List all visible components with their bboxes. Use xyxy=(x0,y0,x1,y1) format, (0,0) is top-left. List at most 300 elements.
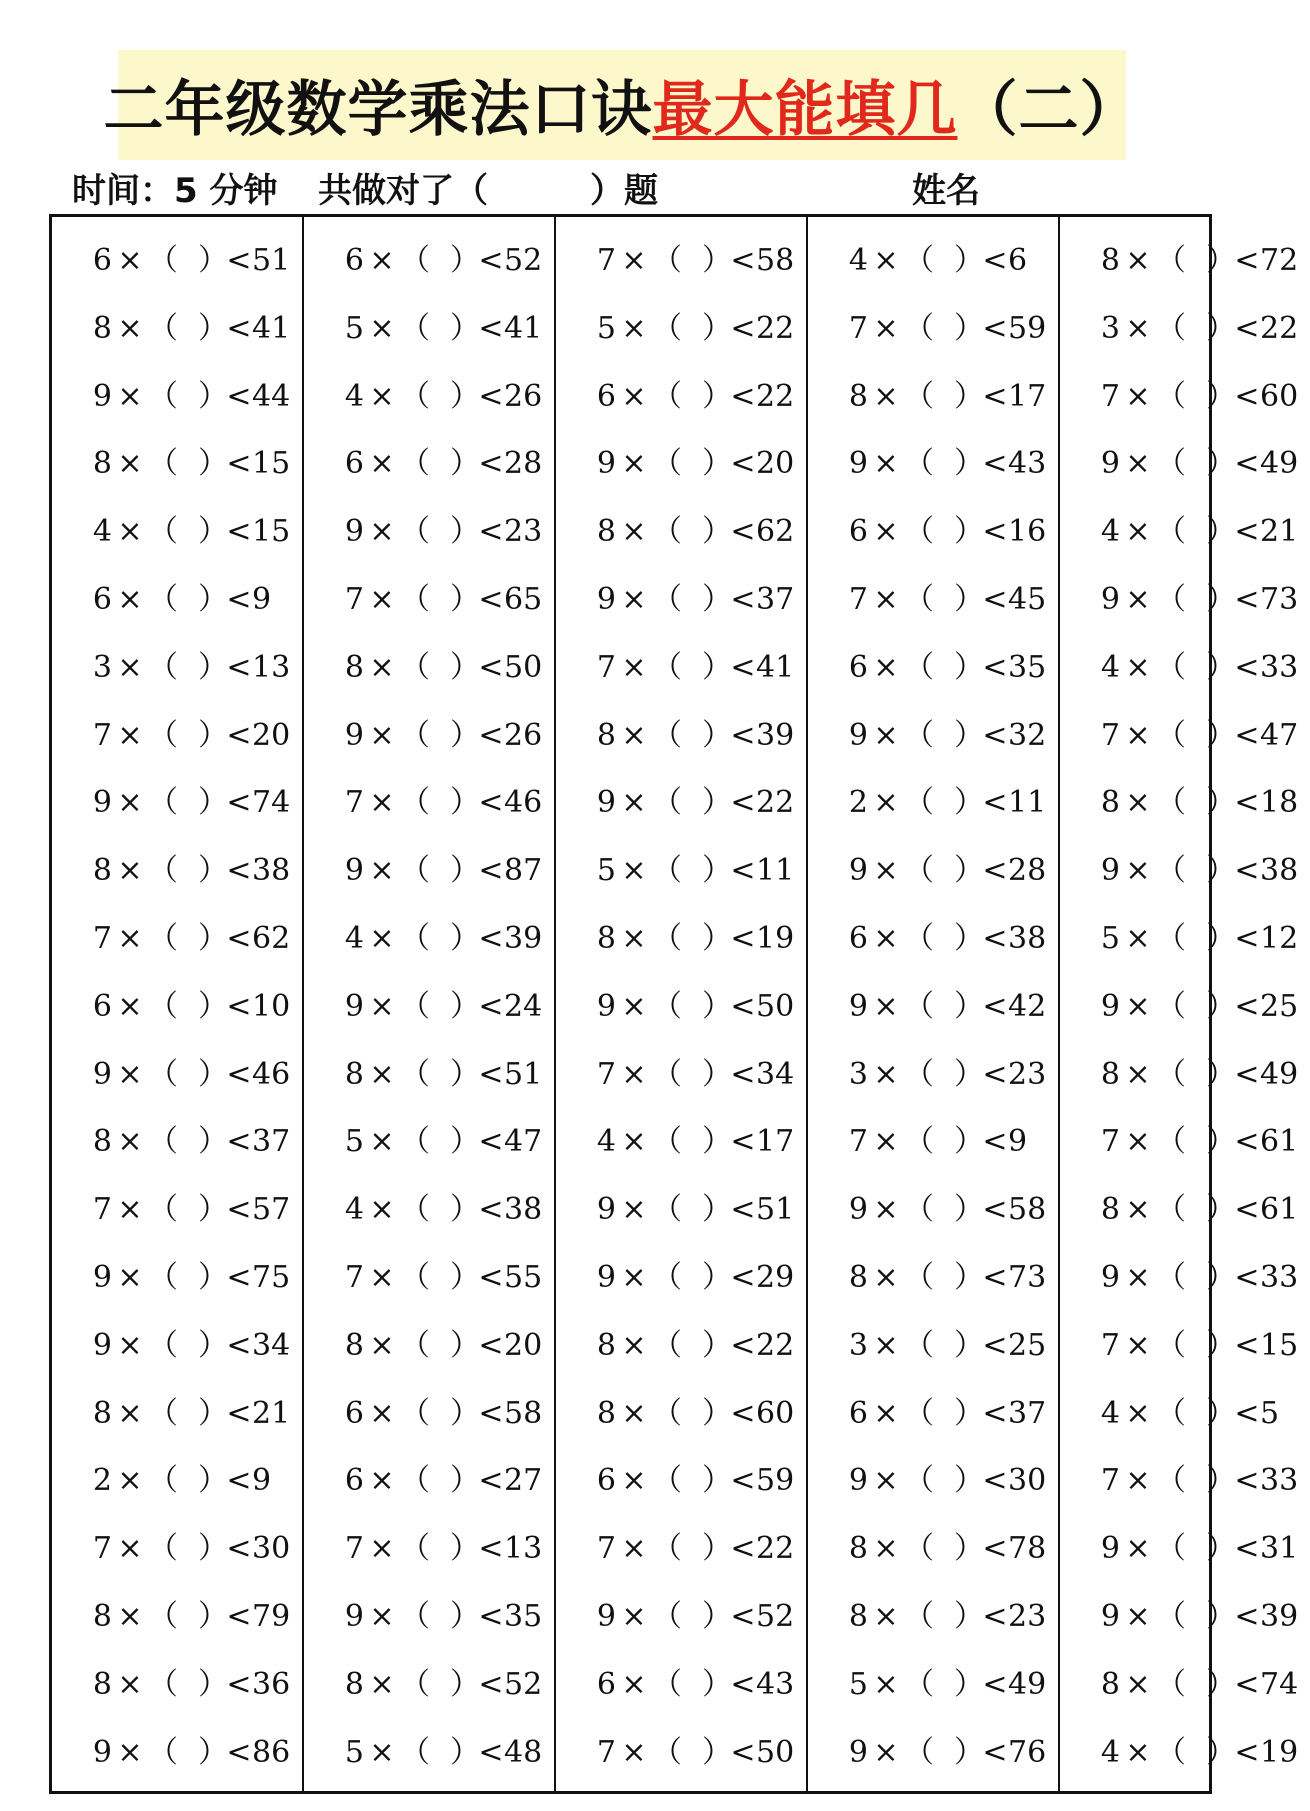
blank-open[interactable]: （ xyxy=(904,1259,934,1295)
blank-close[interactable]: ） xyxy=(702,920,732,956)
blank-close[interactable]: ） xyxy=(450,1734,480,1770)
blank-close[interactable]: ） xyxy=(450,1259,480,1295)
times-sign: × xyxy=(873,1327,899,1363)
blank-close[interactable]: ） xyxy=(954,243,984,278)
blank-close[interactable]: ） xyxy=(1206,514,1236,550)
blank-open[interactable]: （ xyxy=(652,1734,682,1770)
blank-open[interactable]: （ xyxy=(1156,1056,1186,1092)
blank-open[interactable]: （ xyxy=(400,243,430,278)
blank-open[interactable]: （ xyxy=(904,378,934,414)
blank-close[interactable]: ） xyxy=(198,649,228,685)
multiplier: 8 xyxy=(92,1395,112,1431)
blank-close[interactable]: ） xyxy=(198,1124,228,1160)
blank-open[interactable]: （ xyxy=(400,1124,430,1160)
blank-open[interactable]: （ xyxy=(1156,1124,1186,1160)
blank-close[interactable]: ） xyxy=(954,920,984,956)
blank-open[interactable]: （ xyxy=(652,717,682,753)
blank-open[interactable]: （ xyxy=(904,785,934,821)
blank-close[interactable]: ） xyxy=(702,1124,732,1160)
blank-close[interactable]: ） xyxy=(450,243,480,278)
bound-value: 45 xyxy=(1008,581,1047,617)
blank-close[interactable]: ） xyxy=(198,446,228,482)
blank-close[interactable]: ） xyxy=(1206,1259,1236,1295)
blank-close[interactable]: ） xyxy=(450,1395,480,1431)
blank-open[interactable]: （ xyxy=(148,649,178,685)
blank-open[interactable]: （ xyxy=(1156,988,1186,1024)
blank-close[interactable]: ） xyxy=(954,1259,984,1295)
blank-open[interactable]: （ xyxy=(904,581,934,617)
times-sign: × xyxy=(1125,1124,1151,1160)
blank-open[interactable]: （ xyxy=(148,243,178,278)
blank-open[interactable]: （ xyxy=(148,717,178,753)
blank-open[interactable]: （ xyxy=(1156,1259,1186,1295)
blank-open[interactable]: （ xyxy=(1156,1395,1186,1431)
blank-open[interactable]: （ xyxy=(652,649,682,685)
exercise-item xyxy=(52,1515,302,1583)
blank-close[interactable]: ） xyxy=(1206,717,1236,753)
multiplier: 5 xyxy=(1100,920,1120,956)
blank-close[interactable]: ） xyxy=(1206,649,1236,685)
blank-close[interactable]: ） xyxy=(198,920,228,956)
blank-close[interactable]: ） xyxy=(954,446,984,482)
blank-close[interactable]: ） xyxy=(450,785,480,821)
blank-close[interactable]: ） xyxy=(198,1531,228,1567)
blank-open[interactable]: （ xyxy=(652,514,682,550)
blank-open[interactable]: （ xyxy=(1156,446,1186,482)
multiplier: 9 xyxy=(344,717,364,753)
bound-value: 20 xyxy=(252,717,291,753)
blank-open[interactable]: （ xyxy=(400,1734,430,1770)
blank-close[interactable]: ） xyxy=(450,1327,480,1363)
less-than-sign: < xyxy=(478,1056,504,1092)
blank-open[interactable]: （ xyxy=(904,1531,934,1567)
blank-close[interactable]: ） xyxy=(450,1124,480,1160)
multiplier: 5 xyxy=(344,1124,364,1160)
less-than-sign: < xyxy=(226,1192,252,1228)
multiplier: 8 xyxy=(848,1259,868,1295)
blank-open[interactable]: （ xyxy=(652,1056,682,1092)
times-sign: × xyxy=(1125,1734,1151,1770)
blank-close[interactable]: ） xyxy=(450,853,480,889)
times-sign: × xyxy=(621,717,647,753)
blank-open[interactable]: （ xyxy=(904,717,934,753)
blank-close[interactable]: ） xyxy=(198,1463,228,1499)
blank-close[interactable]: ） xyxy=(954,649,984,685)
blank-open[interactable]: （ xyxy=(904,920,934,956)
bound-value: 59 xyxy=(756,1463,795,1499)
blank-close[interactable]: ） xyxy=(702,1598,732,1634)
blank-open[interactable]: （ xyxy=(148,378,178,414)
blank-open[interactable]: （ xyxy=(904,988,934,1024)
blank-open[interactable]: （ xyxy=(400,785,430,821)
blank-close[interactable]: ） xyxy=(954,378,984,414)
blank-close[interactable]: ） xyxy=(702,581,732,617)
blank-open[interactable]: （ xyxy=(904,1463,934,1499)
blank-open[interactable]: （ xyxy=(1156,514,1186,550)
blank-close[interactable]: ） xyxy=(702,649,732,685)
blank-open[interactable]: （ xyxy=(400,649,430,685)
blank-close[interactable]: ） xyxy=(954,1463,984,1499)
bound-value: 60 xyxy=(1260,378,1299,414)
blank-open[interactable]: （ xyxy=(148,1259,178,1295)
blank-open[interactable]: （ xyxy=(652,1666,682,1702)
blank-open[interactable]: （ xyxy=(904,853,934,889)
blank-close[interactable]: ） xyxy=(954,581,984,617)
blank-open[interactable]: （ xyxy=(148,1327,178,1363)
less-than-sign: < xyxy=(730,988,756,1024)
multiplier: 5 xyxy=(596,853,616,889)
blank-open[interactable]: （ xyxy=(148,1531,178,1567)
blank-close[interactable]: ） xyxy=(702,1463,732,1499)
less-than-sign: < xyxy=(226,1124,252,1160)
blank-open[interactable]: （ xyxy=(1156,378,1186,414)
blank-close[interactable]: ） xyxy=(702,1395,732,1431)
blank-open[interactable]: （ xyxy=(148,1395,178,1431)
blank-open[interactable]: （ xyxy=(148,310,178,346)
less-than-sign: < xyxy=(982,378,1008,414)
bound-value: 5 xyxy=(1260,1395,1280,1431)
blank-close[interactable]: ） xyxy=(450,920,480,956)
bound-value: 23 xyxy=(1008,1598,1047,1634)
blank-close[interactable]: ） xyxy=(198,785,228,821)
bound-value: 74 xyxy=(252,785,291,821)
blank-open[interactable]: （ xyxy=(400,1395,430,1431)
blank-open[interactable]: （ xyxy=(400,378,430,414)
blank-close[interactable]: ） xyxy=(1206,310,1236,346)
blank-open[interactable]: （ xyxy=(652,1531,682,1567)
multiplier: 9 xyxy=(92,1056,112,1092)
blank-close[interactable]: ） xyxy=(954,1192,984,1228)
blank-close[interactable]: ） xyxy=(954,717,984,753)
exercise-item xyxy=(808,1176,1058,1244)
blank-close[interactable]: ） xyxy=(702,1531,732,1567)
blank-open[interactable]: （ xyxy=(400,514,430,550)
blank-close[interactable]: ） xyxy=(198,1327,228,1363)
exercise-item xyxy=(52,498,302,566)
blank-close[interactable]: ） xyxy=(450,310,480,346)
blank-open[interactable]: （ xyxy=(1156,920,1186,956)
blank-open[interactable]: （ xyxy=(904,649,934,685)
blank-close[interactable]: ） xyxy=(450,514,480,550)
blank-open[interactable]: （ xyxy=(1156,649,1186,685)
blank-open[interactable]: （ xyxy=(1156,717,1186,753)
multiplier: 6 xyxy=(596,1666,616,1702)
blank-close[interactable]: ） xyxy=(702,988,732,1024)
blank-close[interactable]: ） xyxy=(198,514,228,550)
blank-close[interactable]: ） xyxy=(702,717,732,753)
blank-open[interactable]: （ xyxy=(400,446,430,482)
blank-close[interactable]: ） xyxy=(954,1056,984,1092)
blank-open[interactable]: （ xyxy=(652,243,682,278)
blank-close[interactable]: ） xyxy=(954,514,984,550)
blank-open[interactable]: （ xyxy=(652,1124,682,1160)
multiplier: 9 xyxy=(848,1734,868,1770)
times-sign: × xyxy=(117,1598,143,1634)
blank-open[interactable]: （ xyxy=(652,1327,682,1363)
blank-open[interactable]: （ xyxy=(148,853,178,889)
exercise-item xyxy=(808,1244,1058,1312)
blank-close[interactable]: ） xyxy=(954,853,984,889)
blank-open[interactable]: （ xyxy=(1156,310,1186,346)
blank-open[interactable]: （ xyxy=(904,1056,934,1092)
blank-close[interactable]: ） xyxy=(198,310,228,346)
times-sign: × xyxy=(117,514,143,550)
blank-close[interactable]: ） xyxy=(954,988,984,1024)
exercise-item xyxy=(808,837,1058,905)
blank-close[interactable]: ） xyxy=(702,1192,732,1228)
blank-close[interactable]: ） xyxy=(1206,1192,1236,1228)
blank-open[interactable]: （ xyxy=(400,1056,430,1092)
blank-close[interactable]: ） xyxy=(198,988,228,1024)
blank-open[interactable]: （ xyxy=(148,1463,178,1499)
bound-value: 65 xyxy=(504,581,543,617)
multiplier: 8 xyxy=(344,1327,364,1363)
less-than-sign: < xyxy=(478,514,504,550)
bound-value: 39 xyxy=(756,717,795,753)
blank-open[interactable]: （ xyxy=(652,446,682,482)
blank-close[interactable]: ） xyxy=(1206,1124,1236,1160)
blank-open[interactable]: （ xyxy=(148,1124,178,1160)
blank-open[interactable]: （ xyxy=(148,1056,178,1092)
blank-open[interactable]: （ xyxy=(148,920,178,956)
blank-open[interactable]: （ xyxy=(652,988,682,1024)
blank-close[interactable]: ） xyxy=(954,1531,984,1567)
blank-close[interactable]: ） xyxy=(450,988,480,1024)
blank-open[interactable]: （ xyxy=(400,853,430,889)
blank-open[interactable]: （ xyxy=(400,1192,430,1228)
blank-open[interactable]: （ xyxy=(1156,785,1186,821)
times-sign: × xyxy=(369,581,395,617)
blank-close[interactable]: ） xyxy=(954,1598,984,1634)
blank-close[interactable]: ） xyxy=(198,1734,228,1770)
blank-open[interactable]: （ xyxy=(148,1192,178,1228)
blank-close[interactable]: ） xyxy=(450,1463,480,1499)
blank-close[interactable]: ） xyxy=(1206,446,1236,482)
multiplier: 8 xyxy=(596,514,616,550)
blank-open[interactable]: （ xyxy=(400,1327,430,1363)
blank-open[interactable]: （ xyxy=(148,785,178,821)
blank-close[interactable]: ） xyxy=(1206,853,1236,889)
blank-open[interactable]: （ xyxy=(400,581,430,617)
blank-open[interactable]: （ xyxy=(1156,1463,1186,1499)
blank-open[interactable]: （ xyxy=(400,1666,430,1702)
blank-close[interactable]: ） xyxy=(1206,1327,1236,1363)
blank-open[interactable]: （ xyxy=(652,853,682,889)
bound-value: 73 xyxy=(1008,1259,1047,1295)
blank-open[interactable]: （ xyxy=(1156,1734,1186,1770)
blank-close[interactable]: ） xyxy=(450,717,480,753)
blank-close[interactable]: ） xyxy=(954,1666,984,1702)
blank-open[interactable]: （ xyxy=(652,1598,682,1634)
exercise-item xyxy=(556,1176,806,1244)
bound-value: 25 xyxy=(1260,988,1299,1024)
blank-close[interactable]: ） xyxy=(702,1259,732,1295)
blank-open[interactable]: （ xyxy=(1156,1192,1186,1228)
multiplier: 9 xyxy=(848,446,868,482)
blank-open[interactable]: （ xyxy=(148,1734,178,1770)
blank-close[interactable]: ） xyxy=(702,310,732,346)
times-sign: × xyxy=(1125,1598,1151,1634)
blank-open[interactable]: （ xyxy=(904,1124,934,1160)
blank-open[interactable]: （ xyxy=(1156,853,1186,889)
blank-close[interactable]: ） xyxy=(450,1531,480,1567)
bound-value: 52 xyxy=(504,1666,543,1702)
blank-open[interactable]: （ xyxy=(1156,1598,1186,1634)
blank-open[interactable]: （ xyxy=(1156,1327,1186,1363)
blank-close[interactable]: ） xyxy=(1206,581,1236,617)
times-sign: × xyxy=(873,1598,899,1634)
bound-value: 6 xyxy=(1008,243,1028,278)
blank-close[interactable]: ） xyxy=(198,1192,228,1228)
blank-close[interactable]: ） xyxy=(198,1666,228,1702)
blank-close[interactable]: ） xyxy=(1206,785,1236,821)
blank-close[interactable]: ） xyxy=(1206,1598,1236,1634)
blank-close[interactable]: ） xyxy=(198,1056,228,1092)
blank-close[interactable]: ） xyxy=(198,717,228,753)
blank-open[interactable]: （ xyxy=(652,310,682,346)
blank-close[interactable]: ） xyxy=(198,243,228,278)
blank-open[interactable]: （ xyxy=(400,988,430,1024)
blank-close[interactable]: ） xyxy=(450,1056,480,1092)
blank-close[interactable]: ） xyxy=(1206,920,1236,956)
blank-close[interactable]: ） xyxy=(1206,1666,1236,1702)
blank-open[interactable]: （ xyxy=(148,446,178,482)
blank-close[interactable]: ） xyxy=(702,1327,732,1363)
blank-open[interactable]: （ xyxy=(400,1259,430,1295)
exercise-item xyxy=(304,702,554,770)
blank-close[interactable]: ） xyxy=(450,581,480,617)
blank-open[interactable]: （ xyxy=(400,1598,430,1634)
bound-value: 11 xyxy=(756,853,795,889)
bound-value: 9 xyxy=(252,581,272,617)
blank-open[interactable]: （ xyxy=(400,920,430,956)
blank-open[interactable]: （ xyxy=(400,1463,430,1499)
blank-close[interactable]: ） xyxy=(702,1734,732,1770)
blank-open[interactable]: （ xyxy=(652,378,682,414)
blank-close[interactable]: ） xyxy=(450,446,480,482)
blank-open[interactable]: （ xyxy=(652,581,682,617)
blank-open[interactable]: （ xyxy=(148,581,178,617)
blank-open[interactable]: （ xyxy=(904,1666,934,1702)
times-sign: × xyxy=(621,378,647,414)
blank-open[interactable]: （ xyxy=(904,446,934,482)
blank-close[interactable]: ） xyxy=(450,1598,480,1634)
blank-close[interactable]: ） xyxy=(954,310,984,346)
bound-value: 48 xyxy=(504,1734,543,1770)
blank-open[interactable]: （ xyxy=(904,1734,934,1770)
blank-open[interactable]: （ xyxy=(904,243,934,278)
blank-close[interactable]: ） xyxy=(954,1395,984,1431)
exercise-item xyxy=(808,1447,1058,1515)
blank-open[interactable]: （ xyxy=(1156,1531,1186,1567)
blank-open[interactable]: （ xyxy=(148,1598,178,1634)
blank-open[interactable]: （ xyxy=(652,1259,682,1295)
blank-close[interactable]: ） xyxy=(1206,378,1236,414)
blank-open[interactable]: （ xyxy=(904,514,934,550)
blank-open[interactable]: （ xyxy=(400,310,430,346)
blank-close[interactable]: ） xyxy=(702,446,732,482)
blank-close[interactable]: ） xyxy=(450,1666,480,1702)
blank-open[interactable]: （ xyxy=(652,1395,682,1431)
blank-open[interactable]: （ xyxy=(652,1463,682,1499)
blank-close[interactable]: ） xyxy=(954,1327,984,1363)
blank-close[interactable]: ） xyxy=(702,853,732,889)
blank-close[interactable]: ） xyxy=(702,1056,732,1092)
times-sign: × xyxy=(1125,1531,1151,1567)
blank-open[interactable]: （ xyxy=(1156,581,1186,617)
bound-value: 20 xyxy=(504,1327,543,1363)
blank-close[interactable]: ） xyxy=(198,378,228,414)
blank-open[interactable]: （ xyxy=(652,785,682,821)
exercise-item xyxy=(1060,769,1310,837)
blank-close[interactable]: ） xyxy=(198,581,228,617)
blank-close[interactable]: ） xyxy=(954,785,984,821)
blank-close[interactable]: ） xyxy=(702,378,732,414)
blank-close[interactable]: ） xyxy=(1206,1463,1236,1499)
blank-close[interactable]: ） xyxy=(702,785,732,821)
blank-close[interactable]: ） xyxy=(450,378,480,414)
blank-open[interactable]: （ xyxy=(904,1327,934,1363)
blank-close[interactable]: ） xyxy=(702,1666,732,1702)
exercise-item xyxy=(808,1583,1058,1651)
blank-close[interactable]: ） xyxy=(1206,1531,1236,1567)
blank-open[interactable]: （ xyxy=(1156,243,1186,278)
blank-close[interactable]: ） xyxy=(1206,988,1236,1024)
times-sign: × xyxy=(621,988,647,1024)
blank-close[interactable]: ） xyxy=(954,1124,984,1160)
blank-open[interactable]: （ xyxy=(148,514,178,550)
multiplier: 6 xyxy=(848,514,868,550)
blank-close[interactable]: ） xyxy=(702,243,732,278)
blank-open[interactable]: （ xyxy=(652,920,682,956)
blank-close[interactable]: ） xyxy=(450,649,480,685)
blank-open[interactable]: （ xyxy=(148,1666,178,1702)
blank-open[interactable]: （ xyxy=(1156,1666,1186,1702)
blank-close[interactable]: ） xyxy=(1206,243,1236,278)
blank-open[interactable]: （ xyxy=(148,988,178,1024)
title-highlight: 最大能填几 xyxy=(652,75,958,145)
blank-open[interactable]: （ xyxy=(652,1192,682,1228)
multiplier: 9 xyxy=(848,1463,868,1499)
multiplier: 6 xyxy=(344,1395,364,1431)
blank-close[interactable]: ） xyxy=(1206,1734,1236,1770)
blank-close[interactable]: ） xyxy=(198,1598,228,1634)
blank-close[interactable]: ） xyxy=(954,1734,984,1770)
blank-open[interactable]: （ xyxy=(904,310,934,346)
blank-close[interactable]: ） xyxy=(1206,1395,1236,1431)
bound-value: 29 xyxy=(756,1259,795,1295)
blank-open[interactable]: （ xyxy=(904,1192,934,1228)
blank-open[interactable]: （ xyxy=(904,1395,934,1431)
blank-open[interactable]: （ xyxy=(400,1531,430,1567)
times-sign: × xyxy=(621,785,647,821)
less-than-sign: < xyxy=(1234,310,1260,346)
blank-open[interactable]: （ xyxy=(904,1598,934,1634)
blank-open[interactable]: （ xyxy=(400,717,430,753)
exercise-column xyxy=(52,217,302,1791)
blank-close[interactable]: ） xyxy=(450,1192,480,1228)
blank-close[interactable]: ） xyxy=(702,514,732,550)
blank-close[interactable]: ） xyxy=(1206,1056,1236,1092)
times-sign: × xyxy=(621,1192,647,1228)
blank-close[interactable]: ） xyxy=(198,1395,228,1431)
blank-close[interactable]: ） xyxy=(198,853,228,889)
multiplier: 8 xyxy=(596,717,616,753)
title-suffix: （二） xyxy=(957,75,1141,145)
times-sign: × xyxy=(621,1395,647,1431)
blank-close[interactable]: ） xyxy=(198,1259,228,1295)
multiplier: 9 xyxy=(92,1259,112,1295)
